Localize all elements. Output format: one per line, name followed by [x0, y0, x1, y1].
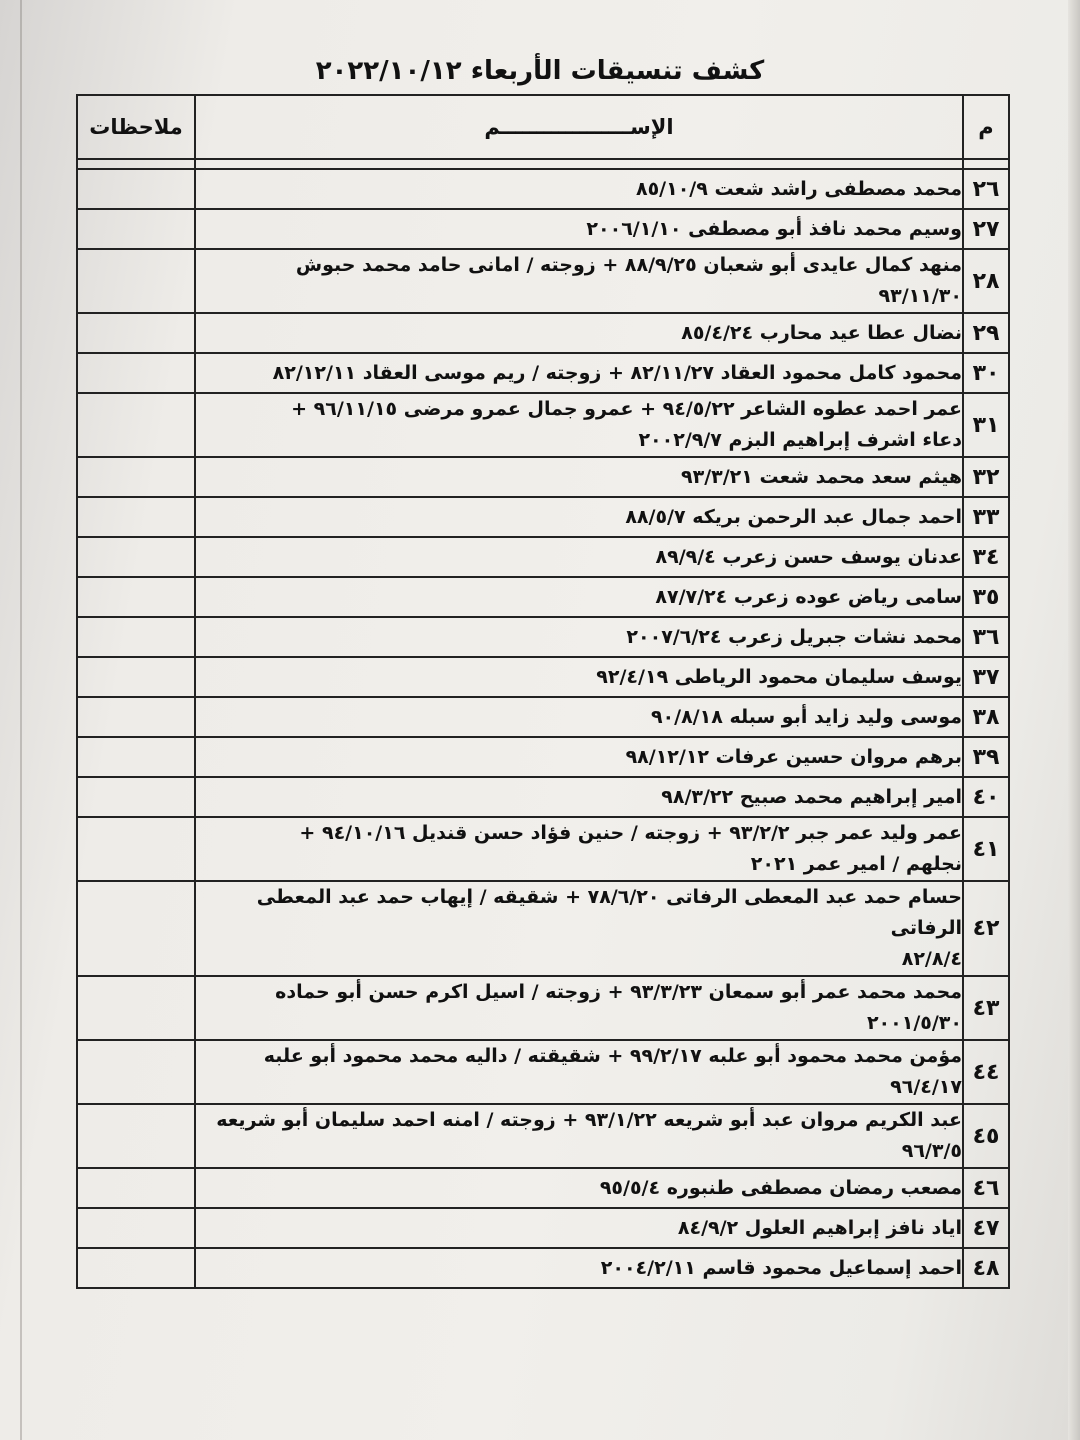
name-line: ٢٠٠١/٥/٣٠	[866, 1012, 962, 1034]
row-number: ٤٥	[963, 1104, 1009, 1168]
row-number: ٣٧	[963, 657, 1009, 697]
table-row	[77, 777, 1009, 817]
name-line: ٩٣/١١/٣٠	[878, 285, 962, 307]
table-row	[77, 617, 1009, 657]
row-number: ٣٤	[963, 537, 1009, 577]
row-names	[195, 497, 963, 537]
row-number: ٣٥	[963, 577, 1009, 617]
name-line: ٩٦/٤/١٧	[890, 1076, 962, 1098]
row-notes	[77, 697, 195, 737]
table-row	[77, 1040, 1009, 1104]
table-row	[77, 697, 1009, 737]
table-row	[77, 249, 1009, 313]
name-line: عبد الكريم مروان عبد أبو شريعه ٩٣/١/٢٢ + زوجته / امنه احمد سليمان أبو شريعه	[216, 1109, 962, 1131]
row-notes	[77, 777, 195, 817]
name-line: مصعب رمضان مصطفى طنبوره ٩٥/٥/٤	[599, 1176, 962, 1199]
row-notes	[77, 1040, 195, 1104]
header-notes: ملاحظات	[77, 95, 195, 159]
name-line: ٨٢/٨/٤	[901, 948, 962, 970]
name-line: موسى وليد زايد أبو سبله ٩٠/٨/١٨	[650, 705, 962, 728]
row-names	[195, 313, 963, 353]
name-line: ٩٦/٣/٥	[901, 1140, 962, 1162]
name-line: وسيم محمد نافذ أبو مصطفى ٢٠٠٦/١/١٠	[586, 217, 962, 240]
name-line: حسام حمد عبد المعطى الرفاتى ٧٨/٦/٢٠ + شقيقه / إيهاب حمد عبد المعطى الرفاتى	[256, 886, 962, 939]
name-line: عدنان يوسف حسن زعرب ٨٩/٩/٤	[655, 545, 962, 568]
name-line: محمد مصطفى راشد شعت ٨٥/١٠/٩	[635, 177, 962, 200]
row-number: ٣٩	[963, 737, 1009, 777]
table-row	[77, 577, 1009, 617]
row-notes	[77, 976, 195, 1040]
row-notes	[77, 1104, 195, 1168]
name-line: احمد جمال عبد الرحمن بريكه ٨٨/٥/٧	[625, 505, 962, 528]
row-names	[195, 353, 963, 393]
row-number: ٤٠	[963, 777, 1009, 817]
header-name: الإســــــــــــــــــم	[195, 95, 963, 159]
row-notes	[77, 169, 195, 209]
row-notes	[77, 817, 195, 881]
name-line: نجلهم / امير عمر ٢٠٢١	[750, 853, 962, 875]
table-row	[77, 976, 1009, 1040]
table-row	[77, 1104, 1009, 1168]
name-line: محمد نشات جبريل زعرب ٢٠٠٧/٦/٢٤	[626, 625, 962, 648]
row-names	[195, 697, 963, 737]
row-number: ٣٦	[963, 617, 1009, 657]
name-line: دعاء اشرف إبراهيم البزم ٢٠٠٢/٩/٧	[638, 429, 962, 451]
row-number: ٣٠	[963, 353, 1009, 393]
table-row	[77, 1208, 1009, 1248]
page-title: كشف تنسيقات الأربعاء ٢٠٢٢/١٠/١٢	[315, 56, 765, 86]
row-names	[195, 393, 963, 457]
name-line: برهم مروان حسين عرفات ٩٨/١٢/١٢	[625, 745, 962, 768]
name-line: نضال عطا عيد محارب ٨٥/٤/٢٤	[681, 321, 962, 344]
row-notes	[77, 657, 195, 697]
paper-edge	[1068, 0, 1080, 1440]
row-number: ٣٨	[963, 697, 1009, 737]
row-notes	[77, 497, 195, 537]
row-notes	[77, 1208, 195, 1248]
row-number: ٤٧	[963, 1208, 1009, 1248]
name-line: محمد محمد عمر أبو سمعان ٩٣/٣/٢٣ + زوجته / اسيل اكرم حسن أبو حماده	[275, 981, 962, 1003]
row-number: ٤٨	[963, 1248, 1009, 1288]
row-notes	[77, 209, 195, 249]
table-body	[77, 159, 1009, 1288]
row-names	[195, 457, 963, 497]
name-line: هيثم سعد محمد شعت ٩٣/٣/٢١	[681, 465, 962, 488]
table-row	[77, 313, 1009, 353]
row-names	[195, 249, 963, 313]
row-notes	[77, 737, 195, 777]
name-line: منهد كمال عايدى أبو شعبان ٨٨/٩/٢٥ + زوجته / امانى حامد محمد حبوش	[295, 254, 962, 276]
row-notes	[77, 393, 195, 457]
table-header-row	[77, 95, 1009, 159]
row-notes	[77, 457, 195, 497]
table-row	[77, 881, 1009, 976]
name-line: سامى رياض عوده زعرب ٨٧/٧/٢٤	[655, 585, 962, 608]
row-names	[195, 881, 963, 976]
row-number: ٤٢	[963, 881, 1009, 976]
table-row	[77, 169, 1009, 209]
table-row	[77, 737, 1009, 777]
row-number: ٣٢	[963, 457, 1009, 497]
header-gap	[77, 159, 1009, 169]
row-names	[195, 169, 963, 209]
page-fold-line	[20, 0, 22, 1440]
row-names	[195, 1040, 963, 1104]
row-names	[195, 209, 963, 249]
table-row	[77, 817, 1009, 881]
table-row	[77, 457, 1009, 497]
row-names	[195, 537, 963, 577]
table-row	[77, 209, 1009, 249]
row-notes	[77, 353, 195, 393]
name-line: محمود كامل محمود العقاد ٨٢/١١/٢٧ + زوجته / ريم موسى العقاد ٨٢/١٢/١١	[272, 361, 962, 384]
row-number: ٤٦	[963, 1168, 1009, 1208]
name-line: امير إبراهيم محمد صبيح ٩٨/٣/٢٢	[661, 785, 962, 808]
name-line: مؤمن محمد محمود أبو علبه ٩٩/٢/١٧ + شقيقته / داليه محمد محمود أبو علبه	[263, 1045, 962, 1067]
table-row	[77, 657, 1009, 697]
coordination-table	[76, 94, 1010, 1289]
row-number: ٤٤	[963, 1040, 1009, 1104]
row-number: ٤١	[963, 817, 1009, 881]
name-line: اياد نافز إبراهيم العلول ٨٤/٩/٢	[677, 1216, 962, 1239]
row-notes	[77, 881, 195, 976]
name-line: احمد إسماعيل محمود قاسم ٢٠٠٤/٢/١١	[600, 1256, 962, 1279]
row-notes	[77, 1168, 195, 1208]
row-notes	[77, 1248, 195, 1288]
row-number: ٢٨	[963, 249, 1009, 313]
row-names	[195, 577, 963, 617]
table-row	[77, 393, 1009, 457]
table-row	[77, 353, 1009, 393]
name-line: يوسف سليمان محمود الرياطى ٩٢/٤/١٩	[596, 665, 962, 688]
row-number: ٣٣	[963, 497, 1009, 537]
row-number: ٢٩	[963, 313, 1009, 353]
name-line: عمر احمد عطوه الشاعر ٩٤/٥/٢٢ + عمرو جمال عمرو مرضى ٩٦/١١/١٥ +	[291, 398, 962, 420]
row-names	[195, 976, 963, 1040]
table-row	[77, 537, 1009, 577]
row-names	[195, 1248, 963, 1288]
row-number: ٢٦	[963, 169, 1009, 209]
row-names	[195, 657, 963, 697]
row-names	[195, 617, 963, 657]
table-row	[77, 1248, 1009, 1288]
name-line: عمر وليد عمر جبر ٩٣/٢/٢ + زوجته / حنين فؤاد حسن قنديل ٩٤/١٠/١٦ +	[299, 822, 962, 844]
row-names	[195, 1168, 963, 1208]
row-notes	[77, 537, 195, 577]
row-notes	[77, 313, 195, 353]
row-names	[195, 1208, 963, 1248]
row-notes	[77, 577, 195, 617]
row-names	[195, 777, 963, 817]
row-names	[195, 737, 963, 777]
row-number: ٤٣	[963, 976, 1009, 1040]
row-number: ٢٧	[963, 209, 1009, 249]
table-row	[77, 1168, 1009, 1208]
row-names	[195, 1104, 963, 1168]
row-number: ٣١	[963, 393, 1009, 457]
row-notes	[77, 617, 195, 657]
table-row	[77, 497, 1009, 537]
row-notes	[77, 249, 195, 313]
header-number: م	[963, 95, 1009, 159]
row-names	[195, 817, 963, 881]
